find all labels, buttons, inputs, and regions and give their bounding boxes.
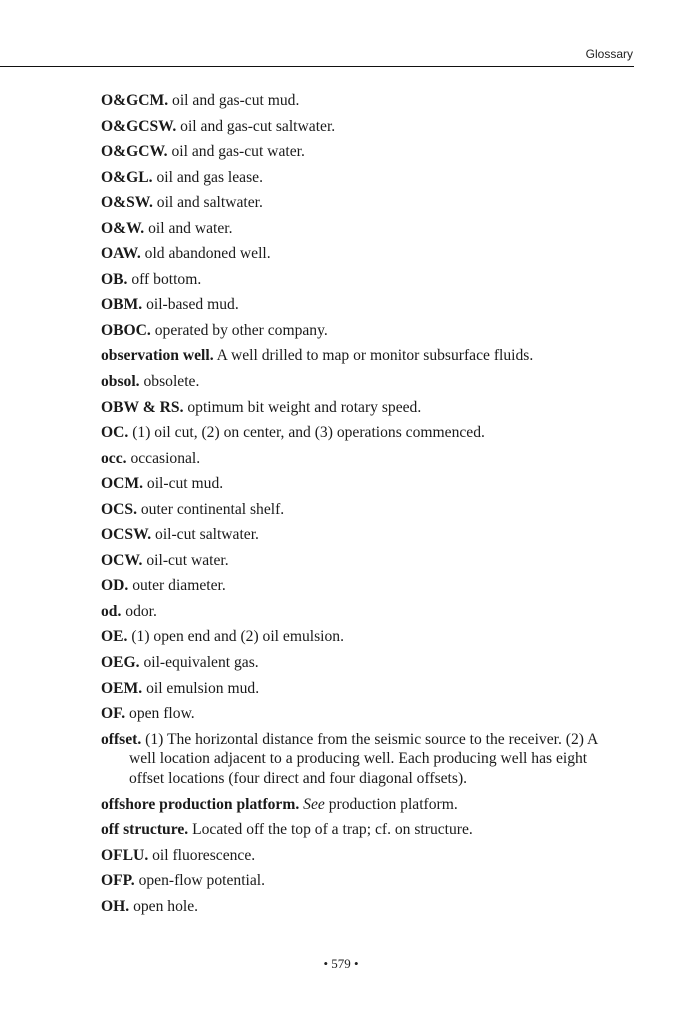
entry-term: obsol. [101,373,140,391]
glossary-entry [101,267,626,293]
entry-term: O&GCW. [101,143,168,161]
entry-definition: open hole. [133,897,199,915]
entry-term: O&GCM. [101,92,169,109]
entry-term: OF. [101,705,126,723]
glossary-entry [101,190,626,216]
page-number: • 579 • [323,956,359,971]
entry-term: OCM. [101,475,144,493]
glossary-entry [101,727,626,792]
entry-definition: odor. [125,602,157,620]
glossary-entry [101,114,626,140]
entry-term: offshore production platform. [101,795,300,813]
entry-definition: old abandoned well. [144,245,271,263]
entry-term: occ. [101,449,127,467]
entry-definition: oil-equivalent gas. [143,654,259,672]
entry-term: OCS. [101,500,137,518]
glossary-entry [101,573,626,599]
glossary-entry [101,548,626,574]
glossary-entry [101,343,626,369]
entry-term: off structure. [101,821,189,839]
glossary-entry [101,369,626,395]
entry-term: OH. [101,897,130,915]
running-head: Glossary [585,47,633,61]
glossary-entry [101,292,626,318]
glossary-entry [101,497,626,523]
entry-term: observation well. [101,347,214,365]
entry-definition: A well drilled to map or monitor subsurface fluids. [216,347,534,365]
glossary-entry [101,139,626,165]
glossary-entry [101,701,626,727]
entry-definition: off bottom. [131,270,202,288]
entry-definition: oil and saltwater. [156,194,263,212]
entry-term: OB. [101,270,128,288]
entry-definition: open flow. [129,705,195,723]
entry-definition: production platform. [328,795,458,813]
header-rule [0,66,634,67]
glossary-entry [101,216,626,242]
entry-definition: oil and gas-cut mud. [172,92,300,109]
glossary-entry [101,868,626,894]
entry-definition: oil-based mud. [146,296,239,314]
entry-term: OFP. [101,872,135,890]
entry-term: OCSW. [101,526,152,544]
entry-definition: oil and gas lease. [156,168,263,186]
entry-definition: oil and gas-cut saltwater. [180,117,336,135]
entry-definition: oil fluorescence. [152,846,256,864]
entry-term: OD. [101,577,129,595]
entry-term: od. [101,602,122,620]
entry-term: OEG. [101,654,140,672]
entry-definition: outer diameter. [132,577,226,595]
glossary-entry [101,165,626,191]
entry-term: O&GCSW. [101,117,177,135]
entry-term: OBW & RS. [101,398,184,416]
entry-definition: oil and gas-cut water. [171,143,305,161]
entry-term: offset. [101,730,142,748]
entry-definition: occasional. [130,449,201,467]
entry-term: OBM. [101,296,143,314]
entry-definition: oil and water. [148,219,233,237]
entry-definition: (1) open end and (2) oil emulsion. [131,628,344,646]
entry-definition: oil emulsion mud. [146,679,260,697]
glossary-entry [101,471,626,497]
entry-term: O&GL. [101,168,153,186]
glossary-entry [101,420,626,446]
entry-term: OEM. [101,679,143,697]
glossary-entry [101,522,626,548]
entry-definition: open-flow potential. [138,872,266,890]
glossary-entry [101,624,626,650]
entry-term: OE. [101,628,128,646]
entry-term: O&SW. [101,194,153,212]
glossary-entry [101,599,626,625]
entry-term: OAW. [101,245,141,263]
entry-definition: oil-cut saltwater. [155,526,259,544]
glossary-list [101,88,626,920]
entry-definition: obsolete. [143,373,200,391]
entry-definition: oil-cut mud. [146,475,224,493]
entry-term: OC. [101,424,129,442]
entry-definition: operated by other company. [154,321,328,339]
glossary-entry [101,318,626,344]
entry-definition: Located off the top of a trap; cf. on structure. [192,821,473,839]
entry-term: OBOC. [101,321,151,339]
see-reference-label: See [303,795,325,813]
entry-definition: outer continental shelf. [140,500,285,518]
glossary-entry [101,676,626,702]
glossary-entry [101,843,626,869]
glossary-entry [101,792,626,818]
entry-term: OFLU. [101,846,149,864]
glossary-entry [101,650,626,676]
entry-definition: oil-cut water. [146,551,229,569]
entry-definition: (1) The horizontal distance from the seismic source to the receiver. (2) A well location adjacent to a producing well. Each producing well has eight offset locations (four direct and four diagonal offsets). [129,730,598,788]
glossary-entry [101,241,626,267]
glossary-entry [101,88,626,114]
entry-term: O&W. [101,219,145,237]
entry-definition: (1) oil cut, (2) on center, and (3) operations commenced. [132,424,485,442]
glossary-entry [101,395,626,421]
entry-term: OCW. [101,551,143,569]
glossary-entry [101,894,626,920]
entry-definition: optimum bit weight and rotary speed. [187,398,422,416]
glossary-entry [101,446,626,472]
glossary-entry [101,817,626,843]
